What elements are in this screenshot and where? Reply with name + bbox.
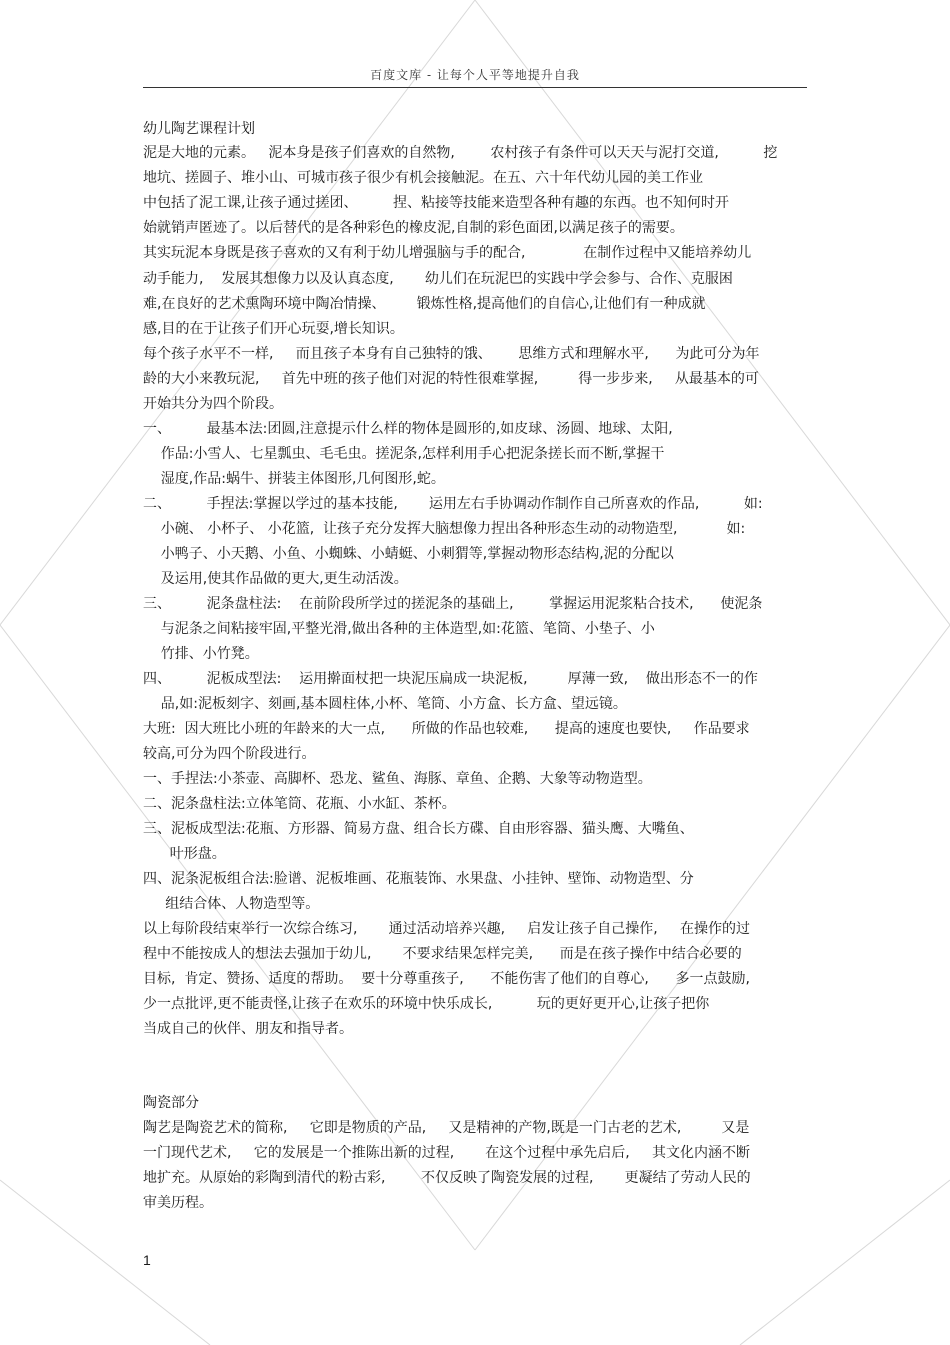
text-line: 当成自己的伙伴、朋友和指导者。 — [143, 1021, 353, 1037]
document-title: 幼儿陶艺课程计划 — [143, 121, 255, 137]
text-line: 目标, 肯定、赞扬、适度的帮助。 要十分尊重孩子, 不能伤害了他们的自尊心, 多一点鼓励, — [143, 971, 751, 987]
text-line: 开始共分为四个阶段。 — [143, 396, 283, 412]
text-line: 及运用,使其作品做的更大,更生动活泼。 — [143, 571, 408, 587]
section-heading: 陶瓷部分 — [143, 1095, 199, 1111]
text-line: 每个孩子水平不一样, 而且孩子本身有自己独特的饿、 思维方式和理解水平, 为此可分为年 — [143, 346, 760, 362]
text-line: 陶艺是陶瓷艺术的简称, 它即是物质的产品, 又是精神的产物,既是一门古老的艺术, 又是 — [143, 1120, 750, 1136]
text-line: 三、泥板成型法:花瓶、方形器、简易方盘、组合长方碟、自由形容器、猫头鹰、大嘴鱼、 — [143, 821, 694, 837]
text-line: 与泥条之间粘接牢固,平整光滑,做出各种的主体造型,如:花篮、笔筒、小垫子、小 — [143, 621, 655, 637]
page-header: 百度文库 - 让每个人平等地提升自我 — [370, 68, 580, 82]
text-line: 三、 泥条盘柱法: 在前阶段所学过的搓泥条的基础上, 掌握运用泥浆粘合技术, 使泥条 — [143, 596, 763, 612]
text-line: 泥是大地的元素。 泥本身是孩子们喜欢的自然物, 农村孩子有条件可以天天与泥打交道, 挖 — [143, 145, 778, 161]
text-line: 程中不能按成人的想法去强加于幼儿, 不要求结果怎样完美, 而是在孩子操作中结合必要的 — [143, 946, 742, 962]
text-line: 较高,可分为四个阶段进行。 — [143, 746, 316, 762]
text-line: 一、手捏法:小茶壶、高脚杯、恐龙、鲨鱼、海豚、章鱼、企鹅、大象等动物造型。 — [143, 771, 652, 787]
text-line: 感,目的在于让孩子们开心玩耍,增长知识。 — [143, 321, 404, 337]
text-line: 一门现代艺术, 它的发展是一个推陈出新的过程, 在这个过程中承先启后, 其文化内涵不断 — [143, 1145, 751, 1161]
text-line: 大班: 因大班比小班的年龄来的大一点, 所做的作品也较难, 提高的速度也要快, 作品要求 — [143, 721, 750, 737]
text-line: 少一点批评,更不能责怪,让孩子在欢乐的环境中快乐成长, 玩的更好更开心,让孩子把你 — [143, 996, 710, 1012]
text-line: 地坑、搓圆子、堆小山、可城市孩子很少有机会接触泥。在五、六十年代幼儿园的美工作业 — [143, 170, 703, 186]
text-line: 品,如:泥板刻字、刻画,基本圆柱体,小杯、笔筒、小方盒、长方盒、望远镜。 — [143, 696, 627, 712]
text-line: 其实玩泥本身既是孩子喜欢的又有利于幼儿增强脑与手的配合, 在制作过程中又能培养幼儿 — [143, 245, 752, 261]
text-line: 竹排、小竹凳。 — [143, 646, 259, 662]
text-line: 小鸭子、小天鹅、小鱼、小蜘蛛、小蜻蜓、小刺猬等,掌握动物形态结构,泥的分配以 — [143, 546, 674, 562]
text-line: 地扩充。从原始的彩陶到清代的粉古彩, 不仅反映了陶瓷发展的过程, 更凝结了劳动人民的 — [143, 1170, 751, 1186]
text-line: 作品:小雪人、七星瓢虫、毛毛虫。搓泥条,怎样利用手心把泥条搓长而不断,掌握干 — [143, 446, 665, 462]
text-line: 组结合体、人物造型等。 — [143, 896, 320, 912]
text-line: 龄的大小来教玩泥, 首先中班的孩子他们对泥的特性很难掌握, 得一步步来, 从最基本的可 — [143, 371, 759, 387]
text-line: 一、 最基本法:团圆,注意提示什么样的物体是圆形的,如皮球、汤圆、地球、太阳, — [143, 421, 673, 437]
header-rule — [143, 87, 807, 88]
text-line: 二、 手捏法:掌握以学过的基本技能, 运用左右手协调动作制作自己所喜欢的作品, 如: — [143, 496, 763, 512]
page-number: 1 — [143, 1252, 151, 1268]
text-line: 二、泥条盘柱法:立体笔筒、花瓶、小水缸、茶杯。 — [143, 796, 456, 812]
text-line: 难,在良好的艺术熏陶环境中陶冶情操、 锻炼性格,提高他们的自信心,让他们有一种成就 — [143, 296, 706, 312]
text-line: 四、 泥板成型法: 运用擀面杖把一块泥压扁成一块泥板, 厚薄一致, 做出形态不一的作 — [143, 671, 758, 687]
text-line: 审美历程。 — [143, 1195, 213, 1211]
text-line: 以上每阶段结束举行一次综合练习, 通过活动培养兴趣, 启发让孩子自己操作, 在操作的过 — [143, 921, 751, 937]
text-line: 始就销声匿迹了。以后替代的是各种彩色的橡皮泥,自制的彩色面团,以满足孩子的需要。 — [143, 220, 684, 236]
text-line: 动手能力, 发展其想像力以及认真态度, 幼儿们在玩泥巴的实践中学会参与、合作、克服困 — [143, 271, 733, 287]
text-line: 叶形盘。 — [143, 846, 226, 862]
text-line: 小碗、 小杯子、 小花篮, 让孩子充分发挥大脑想像力捏出各种形态生动的动物造型, 如: — [143, 521, 746, 537]
text-line: 湿度,作品:蜗牛、拼装主体图形,几何图形,蛇。 — [143, 471, 445, 487]
text-line: 中包括了泥工课,让孩子通过搓团、 捏、粘接等技能来造型各种有趣的东西。也不知何时开 — [143, 195, 730, 211]
text-line: 四、泥条泥板组合法:脸谱、泥板堆画、花瓶装饰、水果盘、小挂钟、壁饰、动物造型、分 — [143, 871, 694, 887]
